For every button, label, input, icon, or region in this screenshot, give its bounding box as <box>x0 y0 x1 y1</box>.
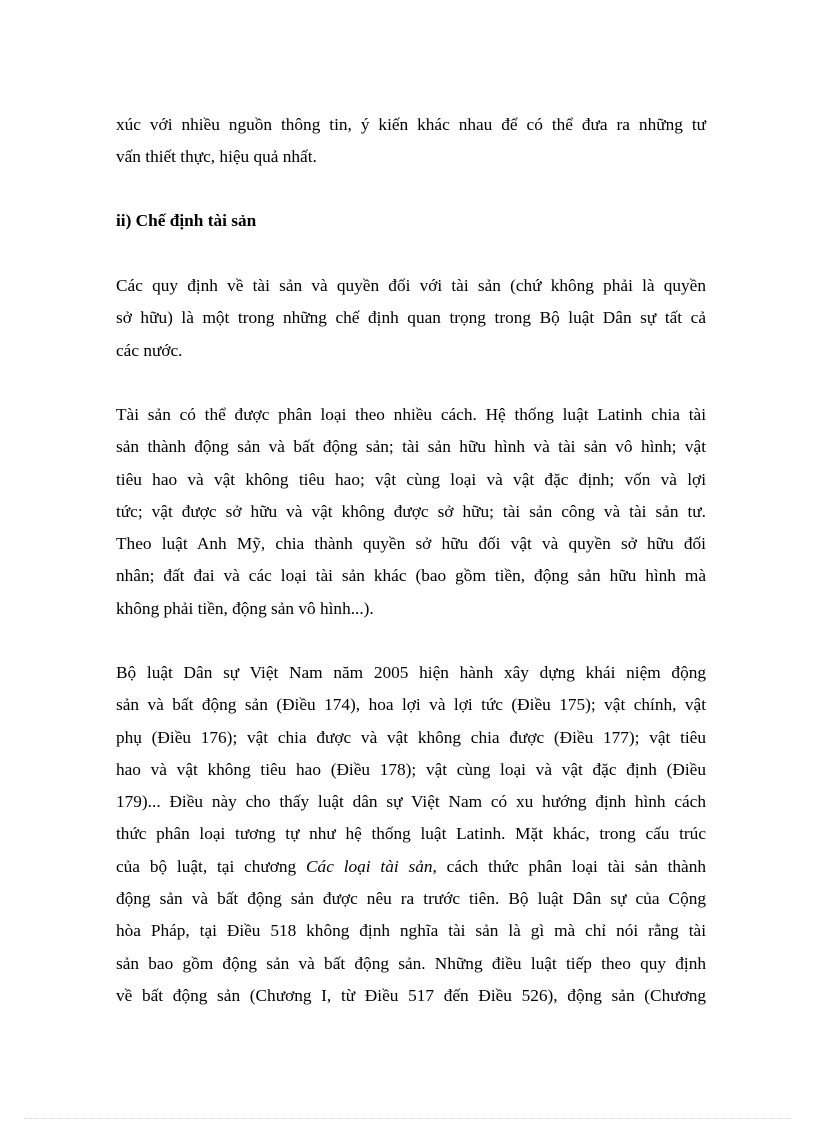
text-line: Các quy định về tài sản và quyền đối với tài sản (chứ không phải là quyền <box>116 276 706 295</box>
text-line: sản thành động sản và bất động sản; tài sản hữu hình và tài sản vô hình; vật <box>116 437 706 457</box>
text-line: các nước. <box>116 340 183 360</box>
text-line: sản bao gồm động sản và bất động sản. Những điều luật tiếp theo quy định <box>116 953 706 973</box>
paragraph-continuation <box>116 109 706 174</box>
text-line: Bộ luật Dân sự Việt Nam năm 2005 hiện hành xây dựng khái niệm động <box>116 663 706 682</box>
text-line: hòa Pháp, tại Điều 518 không định nghĩa tài sản là gì mà chỉ nói rằng tài <box>116 921 706 941</box>
text-line: xúc với nhiều nguồn thông tin, ý kiến khác nhau để có thể đưa ra những tư <box>116 115 706 134</box>
paragraph-property-classification <box>116 399 706 625</box>
text-line: động sản và bất động sản được nêu ra trước tiên. Bộ luật Dân sự của Cộng <box>116 889 706 909</box>
text-segment: , cách thức phân loại tài sản thành <box>432 856 707 876</box>
text-line: sở hữu) là một trong những chế định quan trọng trong Bộ luật Dân sự tất cả <box>116 308 706 328</box>
text-line: nhân; đất đai và các loại tài sản khác (bao gồm tiền, động sản hữu hình mà <box>116 566 706 586</box>
paragraph-vietnam-civil-code <box>116 657 706 1012</box>
section-heading-text: ii) Chế định tài sản <box>116 211 257 230</box>
text-line: tiêu hao và vật không tiêu hao; vật cùng loại và vật đặc định; vốn và lợi <box>116 469 706 489</box>
text-line: tức; vật được sở hữu và vật không được sở hữu; tài sản công và tài sản tư. <box>116 501 706 521</box>
text-line: Tài sản có thể được phân loại theo nhiều cách. Hệ thống luật Latinh chia tài <box>116 405 706 424</box>
italic-chapter-title: Các loại tài sản <box>306 856 433 876</box>
text-line: sản và bất động sản (Điều 174), hoa lợi và lợi tức (Điều 175); vật chính, vật <box>116 695 706 715</box>
text-line: thức phân loại tương tự như hệ thống luật Latinh. Mặt khác, trong cấu trúc <box>116 824 706 844</box>
text-line-with-italic <box>116 851 706 883</box>
text-line: phụ (Điều 176); vật chia được và vật không chia được (Điều 177); vật tiêu <box>116 727 706 747</box>
text-segment: của bộ luật, tại chương <box>116 856 307 876</box>
text-line: 179)... Điều này cho thấy luật dân sự Việt Nam có xu hướng định hình cách <box>116 792 706 812</box>
text-line: không phải tiền, động sản vô hình...). <box>116 598 374 618</box>
text-line: Theo luật Anh Mỹ, chia thành quyền sở hữu đối vật và quyền sở hữu đối <box>116 534 706 554</box>
text-line: vấn thiết thực, hiệu quả nhất. <box>116 147 317 167</box>
section-heading <box>116 205 706 237</box>
text-line: hao và vật không tiêu hao (Điều 178); vật cùng loại và vật đặc định (Điều <box>116 759 706 779</box>
text-line: về bất động sản (Chương I, từ Điều 517 đến Điều 526), động sản (Chương <box>116 985 706 1005</box>
paragraph-property-rules <box>116 270 706 367</box>
page-bottom-divider <box>24 1118 792 1119</box>
